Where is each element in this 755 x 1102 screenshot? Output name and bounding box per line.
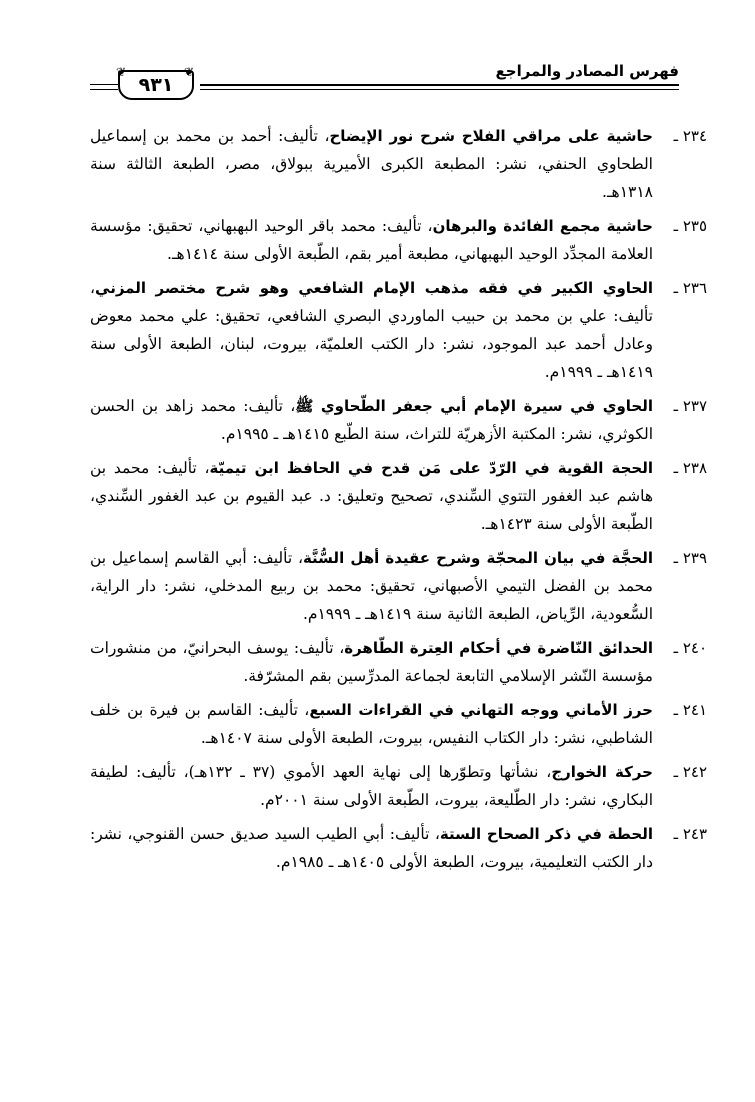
entry-number: ٢٣٨ ـ (673, 459, 707, 477)
entry-title: الحطة في ذكر الصحاح الستة (439, 825, 653, 843)
entry-number: ٢٣٤ ـ (673, 127, 707, 145)
list-item (90, 392, 707, 448)
entry-details: ، تأليف: أبي القاسم إسماعيل بن محمد بن الفضل التيمي الأصبهاني، تحقيق: محمد بن ربيع المدخلي، نشر: دار الراية، السُّعودية، الرِّياض، الطبعة الثانية سنة ١٤١٩هـ ـ ١٩٩٩م. (90, 549, 653, 623)
entry-title: الحدائق النّاضرة في أحكام العِترة الطّاهرة (344, 639, 653, 657)
entry-title: الحاوي في سيرة الإمام أبي جعفر الطّحاوي ﷺ (295, 397, 654, 415)
list-item (90, 634, 707, 690)
entry-title: الحاوي الكبير في فقه مذهب الإمام الشافعي وهو شرح مختصر المزني (95, 279, 653, 297)
list-item (90, 544, 707, 628)
entry-details: ، تأليف: محمد باقر الوحيد البهبهاني، تحقيق: مؤسسة العلامة المجدِّد الوحيد البهبهاني، مطبعة أمير بقم، الطّبعة الأولى سنة ١٤١٤هـ. (90, 217, 653, 263)
entry-number: ٢٣٦ ـ (673, 279, 707, 297)
running-header-title: فهرس المصادر والمراجع (495, 62, 679, 80)
page-number-rule-thin (90, 89, 118, 90)
entry-details: ، تأليف: يوسف البحرانيّ، من منشورات مؤسسة النّشر الإسلامي التابعة لجماعة المدرِّسين بقم المشرّفة. (90, 639, 653, 685)
entry-details: ، نشأتها وتطوّرها إلى نهاية العهد الأموي (٣٧ ـ ١٣٢هـ)، تأليف: لطيفة البكاري، نشر: دار الطّليعة، بيروت، الطّبعة الأولى سنة ٢٠٠١م. (90, 763, 653, 809)
entry-details: ، تأليف: محمد زاهد بن الحسن الكوثري، نشر: المكتبة الأزهريّة للتراث، سنة الطّبع ١٤١٥هـ ـ ١٩٩٥م. (90, 397, 653, 443)
ornament-icon: ❦ (116, 65, 127, 79)
entry-number: ٢٣٩ ـ (673, 549, 707, 567)
entry-number: ٢٤٢ ـ (673, 763, 707, 781)
entry-details: ، تأليف: أحمد بن محمد بن إسماعيل الطحاوي الحنفي، نشر: المطبعة الكبرى الأميرية ببولاق، مصر، الطبعة الثالثة سنة ١٣١٨هـ. (90, 127, 653, 201)
entry-title: الحجَّة في بيان المحجّة وشرح عقيدة أهل السُّنَّة (302, 549, 654, 567)
header-rule (200, 84, 679, 86)
bibliography-list (90, 122, 707, 882)
page-number: ٩٣١ (118, 70, 194, 100)
list-item (90, 758, 707, 814)
entry-title: حركة الخوارج (551, 763, 653, 781)
ornament-icon: ❦ (184, 65, 195, 79)
entry-title: الحجة القوية في الرّدّ على مَن قدح في الحافظ ابن تيميّة (209, 459, 653, 477)
list-item (90, 274, 707, 386)
entry-details: ، تأليف: علي بن محمد بن حبيب الماوردي البصري الشافعي، تحقيق: علي محمد معوض وعادل أحمد عبد الموجود، نشر: دار الكتب العلميّة، بيروت، لبنان، الطبعة الأولى سنة ١٤١٩هـ ـ ١٩٩٩م. (90, 279, 653, 381)
entry-title: حاشية مجمع الفائدة والبرهان (432, 217, 653, 235)
list-item (90, 122, 707, 206)
entry-title: حرز الأماني ووجه التهاني في القراءات السبع (309, 701, 653, 719)
page-number-rule (90, 84, 118, 85)
list-item (90, 454, 707, 538)
list-item (90, 820, 707, 876)
list-item (90, 696, 707, 752)
entry-number: ٢٣٥ ـ (673, 217, 707, 235)
entry-number: ٢٤١ ـ (673, 701, 707, 719)
entry-details: ، تأليف: القاسم بن فيرة بن خلف الشاطبي، نشر: دار الكتاب النفيس، بيروت، الطبعة الأولى سنة ١٤٠٧هـ. (90, 701, 653, 747)
list-item (90, 212, 707, 268)
entry-number: ٢٤٠ ـ (673, 639, 707, 657)
page-header (0, 0, 755, 120)
entry-title: حاشية على مراقي الفلاح شرح نور الإيضاح (329, 127, 653, 145)
header-rule-thin (200, 89, 679, 90)
entry-number: ٢٤٣ ـ (673, 825, 707, 843)
entry-details: ، تأليف: أبي الطيب السيد صديق حسن القنوجي، نشر: دار الكتب التعليمية، بيروت، الطبعة الأولى ١٤٠٥هـ ـ ١٩٨٥م. (90, 825, 653, 871)
entry-number: ٢٣٧ ـ (673, 397, 707, 415)
entry-details: ، تأليف: محمد بن هاشم عبد الغفور التتوي السِّندي، تصحيح وتعليق: د. عبد القيوم بن عبد الغفور السِّندي، الطّبعة الأولى سنة ١٤٢٣هـ. (90, 459, 653, 533)
